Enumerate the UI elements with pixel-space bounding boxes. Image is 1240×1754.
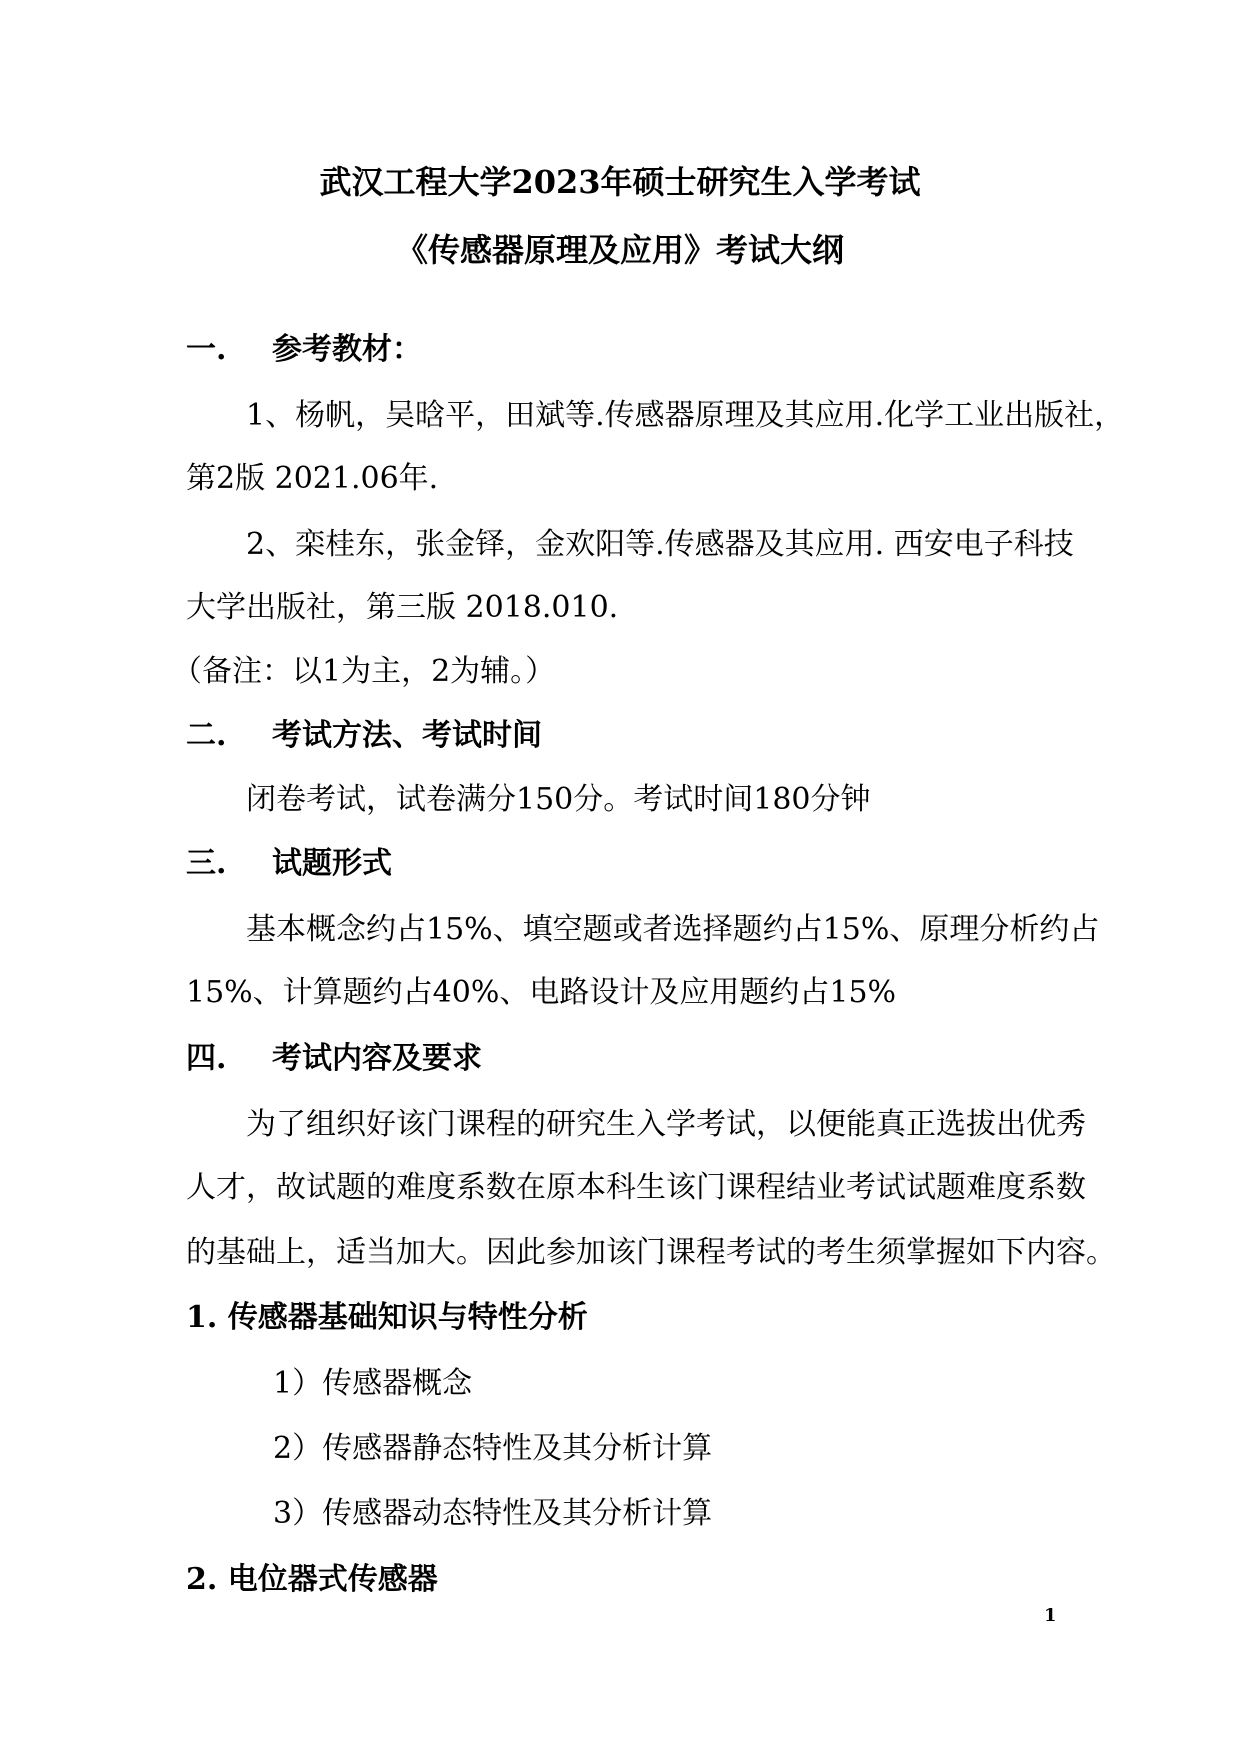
exam-method-text: 闭卷考试，试卷满分150分。考试时间180分钟 <box>246 782 871 817</box>
section-number: 三. <box>186 846 227 881</box>
section-title: 参考教材： <box>272 332 422 367</box>
content-intro-line3: 的基础上，适当加大。因此参加该门课程考试的考生须掌握如下内容。 <box>186 1235 1116 1270</box>
page-number: 1 <box>1044 1605 1057 1626</box>
topic-item: 1）传感器概念 <box>273 1366 473 1401</box>
section-number: 四. <box>186 1041 227 1076</box>
topic-heading-1: 1. 传感器基础知识与特性分析 <box>186 1300 588 1335</box>
section-title: 试题形式 <box>272 846 392 881</box>
topic-item: 2）传感器静态特性及其分析计算 <box>273 1431 713 1466</box>
reference-2-line2: 大学出版社，第三版 2018.010. <box>186 590 619 625</box>
topic-item: 3）传感器动态特性及其分析计算 <box>273 1496 713 1531</box>
section-heading-2 <box>186 716 542 756</box>
reference-note: （备注：以1为主，2为辅。） <box>172 654 556 689</box>
question-format-line2: 15%、计算题约占40%、电路设计及应用题约占15% <box>186 975 897 1010</box>
section-number: 二. <box>186 718 227 753</box>
section-title: 考试内容及要求 <box>272 1041 482 1076</box>
question-format-line1: 基本概念约占15%、填空题或者选择题约占15%、原理分析约占 <box>246 912 1100 947</box>
topic-heading-2: 2. 电位器式传感器 <box>186 1562 438 1597</box>
reference-1-line1: 1、杨帆，吴晗平，田斌等.传感器原理及其应用.化学工业出版社， <box>246 398 1125 433</box>
content-intro-line2: 人才，故试题的难度系数在原本科生该门课程结业考试试题难度系数 <box>186 1170 1086 1205</box>
document-title: 武汉工程大学2023年硕士研究生入学考试 <box>319 163 921 201</box>
reference-1-line2: 第2版 2021.06年. <box>186 461 439 496</box>
section-heading-3 <box>186 844 392 884</box>
reference-2-line1: 2、栾桂东，张金铎，金欢阳等.传感器及其应用. 西安电子科技 <box>246 527 1074 562</box>
section-title: 考试方法、考试时间 <box>272 718 542 753</box>
section-number: 一. <box>186 332 227 367</box>
section-heading-1 <box>186 330 422 370</box>
section-heading-4 <box>186 1039 482 1079</box>
document-subtitle: 《传感器原理及应用》考试大纲 <box>395 231 844 269</box>
content-intro-line1: 为了组织好该门课程的研究生入学考试，以便能真正选拔出优秀 <box>246 1107 1086 1142</box>
